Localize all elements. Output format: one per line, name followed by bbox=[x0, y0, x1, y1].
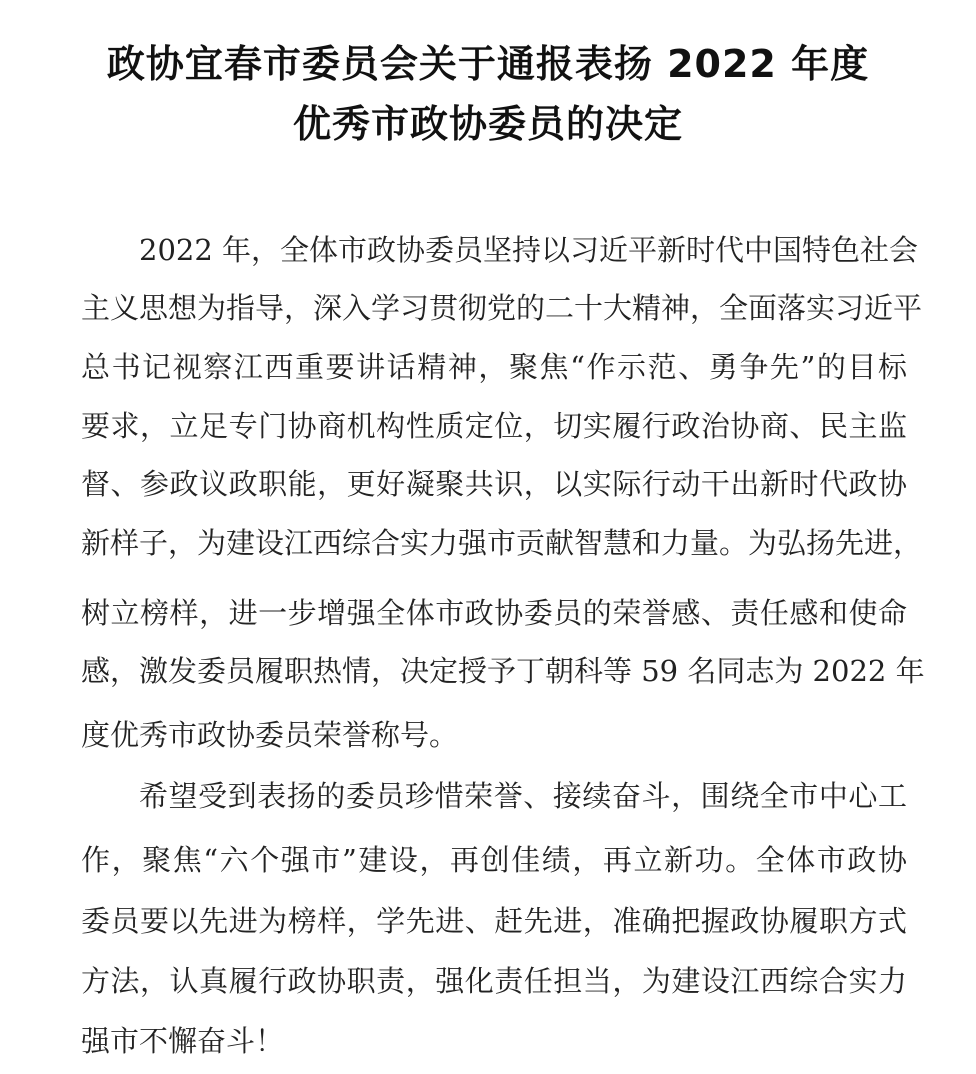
paragraph-2-line-2: 作，聚焦“六个强市”建设，再创佳绩，再立新功。全体市政协 bbox=[81, 843, 907, 877]
paragraph-2-line-3: 委员要以先进为榜样，学先进、赶先进，准确把握政协履职方式 bbox=[81, 904, 907, 938]
paragraph-1-line-7: 树立榜样，进一步增强全体市政协委员的荣誉感、责任感和使命 bbox=[81, 596, 907, 630]
paragraph-2-line-1: 希望受到表扬的委员珍惜荣誉、接续奋斗，围绕全市中心工 bbox=[139, 779, 907, 813]
paragraph-2-line-4: 方法，认真履行政协职责，强化责任担当，为建设江西综合实力 bbox=[81, 964, 907, 998]
paragraph-2-line-5: 强市不懈奋斗！ bbox=[81, 1024, 285, 1058]
document-title-line-2: 优秀市政协委员的决定 bbox=[292, 102, 683, 146]
paragraph-1-line-1: 2022 年，全体市政协委员坚持以习近平新时代中国特色社会 bbox=[139, 233, 919, 267]
paragraph-1-line-8: 感，激发委员履职热情，决定授予丁朝科等 59 名同志为 2022 年 bbox=[81, 654, 925, 688]
paragraph-1-line-9: 度优秀市政协委员荣誉称号。 bbox=[81, 718, 459, 752]
paragraph-1-line-4: 要求，立足专门协商机构性质定位，切实履行政治协商、民主监 bbox=[81, 409, 907, 443]
paragraph-1-line-6: 新样子，为建设江西综合实力强市贡献智慧和力量。为弘扬先进， bbox=[81, 526, 923, 560]
paragraph-1-line-2: 主义思想为指导，深入学习贯彻党的二十大精神，全面落实习近平 bbox=[81, 291, 923, 325]
document-title-line-1: 政协宜春市委员会关于通报表扬 2022 年度 bbox=[106, 42, 870, 86]
paragraph-1-line-5: 督、参政议政职能，更好凝聚共识，以实际行动干出新时代政协 bbox=[81, 467, 907, 501]
paragraph-1-line-3: 总书记视察江西重要讲话精神，聚焦“作示范、勇争先”的目标 bbox=[81, 350, 907, 384]
